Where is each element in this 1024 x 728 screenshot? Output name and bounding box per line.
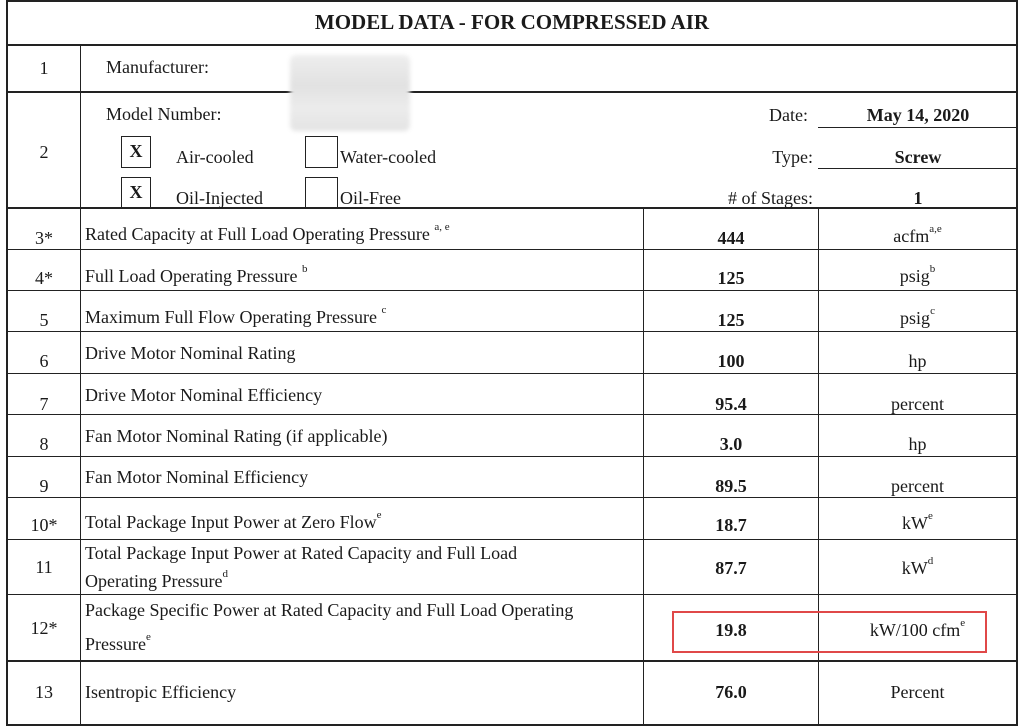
- redacted-block: [290, 55, 410, 131]
- row-number: 13: [35, 682, 53, 702]
- row-line: [6, 497, 1018, 498]
- row-value: 100: [717, 351, 745, 371]
- row-description-line1: Total Package Input Power at Rated Capacity and Full Load: [85, 543, 518, 563]
- table-border-bottom: [6, 724, 1018, 726]
- row-value: 95.4: [715, 394, 747, 414]
- row-number: 6: [39, 351, 49, 371]
- row-description-line2: Pressure$^e$: [85, 631, 151, 654]
- row-number: 12*: [30, 618, 58, 638]
- row-description-line1: Package Specific Power at Rated Capacity and Full Load Operating: [85, 600, 574, 620]
- oil-free-label: Oil-Free: [340, 188, 401, 208]
- row-description-line2: Operating Pressure$^d$: [85, 568, 228, 591]
- row-line: [6, 594, 1018, 595]
- type-label: Type:: [772, 147, 813, 167]
- row-number: 7: [39, 394, 49, 414]
- water-cooled-label: Water-cooled: [340, 147, 437, 167]
- row-description: Maximum Full Flow Operating Pressure $^c$: [85, 304, 387, 327]
- col-line-number: [80, 44, 81, 726]
- table-border-top: [6, 0, 1018, 2]
- air-cooled-checkbox[interactable]: X: [121, 136, 151, 168]
- row-description: Fan Motor Nominal Rating (if applicable): [85, 426, 388, 446]
- row-value: 76.0: [715, 682, 747, 702]
- highlight-box: [672, 611, 987, 653]
- row-unit: psig$^c$: [900, 305, 935, 328]
- row-unit: percent: [891, 394, 944, 414]
- row-description: Drive Motor Nominal Rating: [85, 343, 296, 363]
- row-description: Rated Capacity at Full Load Operating Pressure $^{a, e}$: [85, 221, 450, 244]
- row-number: 1: [39, 58, 49, 78]
- row-line: [6, 539, 1018, 540]
- row-description: Isentropic Efficiency: [85, 682, 237, 702]
- row-line: [6, 660, 1018, 662]
- row-description: Fan Motor Nominal Efficiency: [85, 467, 309, 487]
- stages-label: # of Stages:: [728, 188, 813, 208]
- row-number: 10*: [30, 515, 58, 535]
- row-line: [6, 373, 1018, 374]
- row-number: 9: [39, 476, 49, 496]
- row-number: 8: [39, 434, 49, 454]
- row-number: 4*: [35, 268, 53, 288]
- row-line: [6, 44, 1018, 46]
- water-cooled-checkbox[interactable]: [305, 136, 338, 168]
- row-unit: acfm$^{a,e}$: [893, 223, 942, 246]
- manufacturer-label: Manufacturer:: [106, 57, 209, 77]
- row-line: [6, 249, 1018, 250]
- row-number: 5: [39, 310, 49, 330]
- row-unit: percent: [891, 476, 944, 496]
- row-unit: psig$^b$: [899, 263, 936, 286]
- model-number-label: Model Number:: [106, 104, 222, 124]
- row-unit: $kW^d$: [901, 555, 934, 578]
- oil-injected-checkbox[interactable]: X: [121, 177, 151, 209]
- row-value: 87.7: [715, 558, 747, 578]
- row-value: 89.5: [715, 476, 747, 496]
- row-value: 3.0: [719, 434, 743, 454]
- row-value: 125: [717, 310, 745, 330]
- row-unit: hp: [908, 351, 927, 371]
- date-label: Date:: [769, 105, 808, 125]
- row-number: 2: [39, 142, 49, 162]
- oil-free-checkbox[interactable]: [305, 177, 338, 209]
- row-line: [6, 456, 1018, 457]
- row-line: [6, 290, 1018, 291]
- row-description: Drive Motor Nominal Efficiency: [85, 385, 323, 405]
- row-unit: $kW^e$: [902, 510, 933, 533]
- row-description: Full Load Operating Pressure $^b$: [85, 263, 308, 286]
- stages-value: 1: [913, 188, 923, 208]
- row-description: Total Package Input Power at Zero Flow$^e$: [85, 509, 382, 532]
- row-value: 444: [717, 228, 745, 248]
- date-underline: [818, 127, 1018, 128]
- row-value: 18.7: [715, 515, 747, 535]
- row-line: [6, 331, 1018, 332]
- oil-injected-label: Oil-Injected: [176, 188, 263, 208]
- table-border-right: [1016, 0, 1018, 726]
- type-underline: [818, 168, 1018, 169]
- row-unit: kW/100 cfm$^e$: [869, 617, 966, 640]
- row-value: 125: [717, 268, 745, 288]
- type-value: Screw: [894, 147, 942, 167]
- row-number: 3*: [35, 228, 53, 248]
- row-unit: hp: [908, 434, 927, 454]
- air-cooled-label: Air-cooled: [176, 147, 254, 167]
- row-unit: Percent: [890, 682, 945, 702]
- page-title: MODEL DATA - FOR COMPRESSED AIR: [314, 10, 710, 34]
- row-value: 19.8: [715, 620, 747, 640]
- row-line: [6, 414, 1018, 415]
- row-line: [6, 91, 1018, 93]
- row-number: 11: [35, 557, 53, 577]
- date-value: May 14, 2020: [866, 105, 970, 125]
